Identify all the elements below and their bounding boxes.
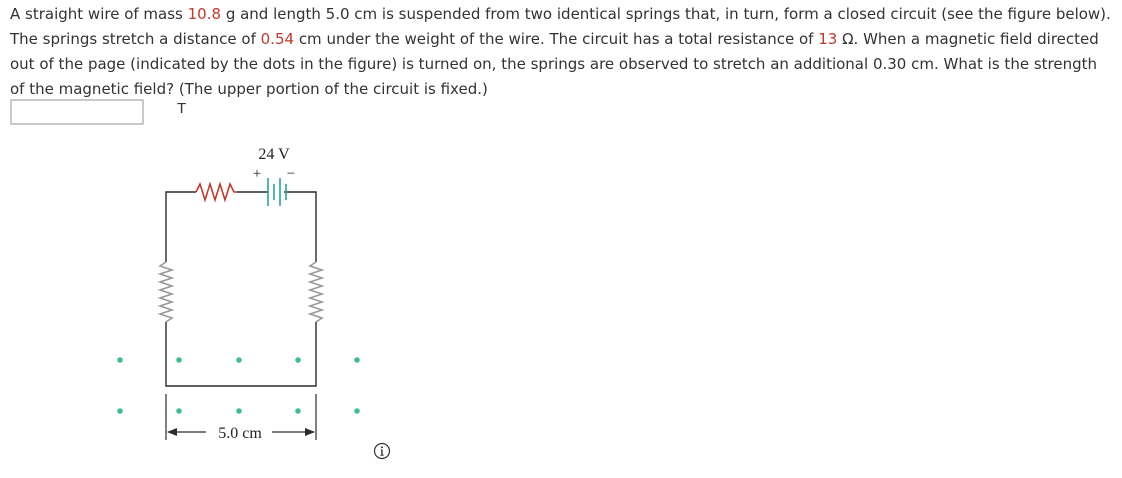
suspended-wire bbox=[166, 322, 316, 386]
answer-unit: T bbox=[177, 100, 187, 117]
problem-text-segment: A straight wire of mass bbox=[10, 5, 188, 23]
resistor bbox=[196, 184, 237, 200]
battery-symbol bbox=[268, 178, 286, 206]
problem-text-segment: cm under the weight of the wire. The circuit has a total resistance of bbox=[294, 30, 819, 48]
battery-label: 24 V bbox=[258, 146, 290, 163]
battery-minus-sign: − bbox=[286, 166, 296, 182]
problem-text-segment: g and length 5.0 cm is suspended from two identical springs that, in turn, form a closed circuit (see the figure below). The springs stretch a distance of bbox=[10, 5, 1111, 48]
problem-variable: 13 bbox=[818, 30, 838, 48]
problem-text-segment: Ω. When a magnetic field directed out of the page (indicated by the dots in the figure) is turned on, the springs are observed to stretch an additional 0.30 cm. What is the strength of the magnetic field? (The upper portion of the circuit is fixed.) bbox=[10, 30, 1099, 98]
right-spring bbox=[310, 262, 322, 322]
problem-variable: 10.8 bbox=[187, 5, 222, 23]
battery-plus-sign: + bbox=[252, 166, 262, 182]
top-wire bbox=[166, 192, 316, 262]
info-icon[interactable] bbox=[373, 442, 391, 460]
left-spring bbox=[160, 262, 172, 322]
length-label: 5.0 cm bbox=[218, 425, 262, 442]
problem-variable: 0.54 bbox=[260, 30, 295, 48]
